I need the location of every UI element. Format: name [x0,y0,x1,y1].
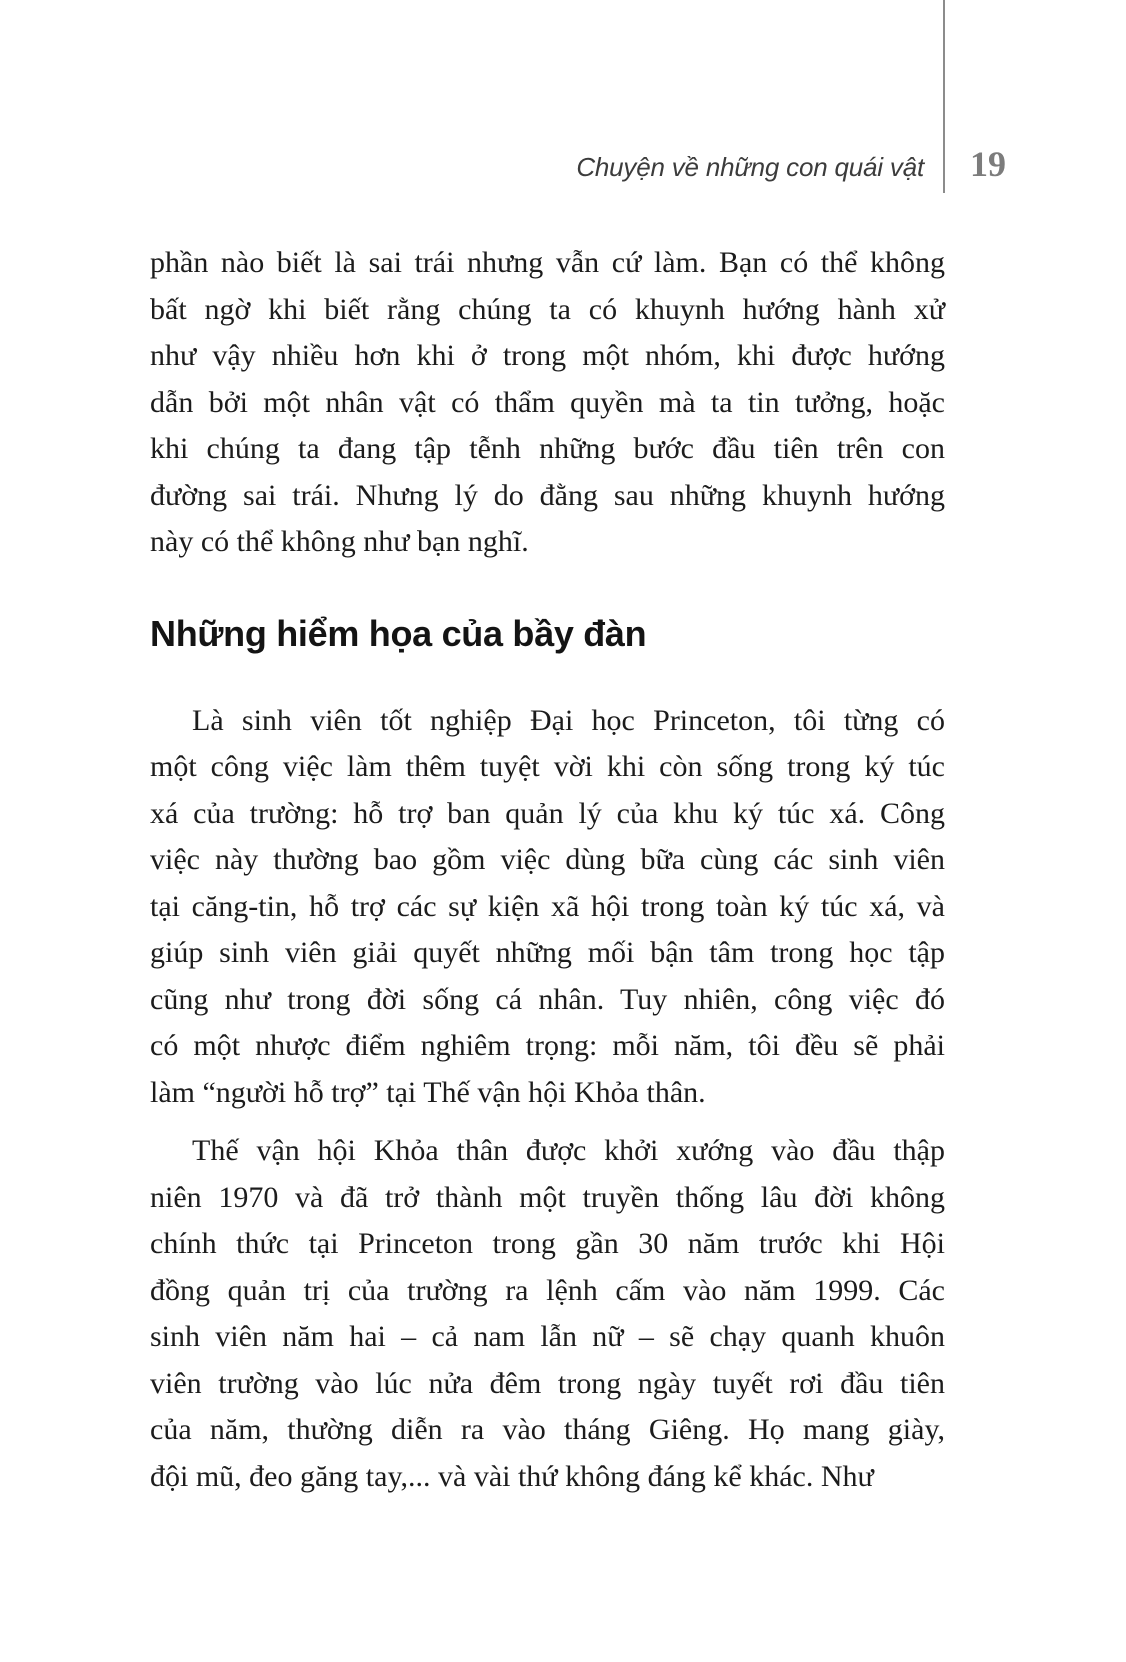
body-text-line: như vậy nhiều hơn khi ở trong một nhóm, khi được hướng [150,339,945,372]
body-text-line: có một nhược điểm nghiêm trọng: mỗi năm, tôi đều sẽ phải [150,1029,945,1062]
body-text-line: một công việc làm thêm tuyệt vời khi còn sống trong ký túc [150,750,945,783]
paragraph-continuation [150,240,945,566]
body-text-line: chính thức tại Princeton trong gần 30 năm trước khi Hội [150,1227,945,1260]
body-text-line: dẫn bởi một nhân vật có thẩm quyền mà ta tin tưởng, hoặc [150,385,945,419]
body-text-line: cũng như trong đời sống cá nhân. Tuy nhiên, công việc đó [150,982,945,1016]
body-text-line: niên 1970 và đã trở thành một truyền thống lâu đời không [150,1180,945,1214]
paragraph [150,698,945,1117]
paragraph [150,1128,945,1500]
body-text-line: tại căng-tin, hỗ trợ các sự kiện xã hội trong toàn ký túc xá, và [150,889,945,923]
body-text-line: xá của trường: hỗ trợ ban quản lý của khu ký túc xá. Công [150,796,945,830]
body-text-line: Thế vận hội Khỏa thân được khởi xướng vào đầu thập [192,1134,945,1167]
running-header-title: Chuyện về những con quái vật [576,152,924,182]
body-text-line: bất ngờ khi biết rằng chúng ta có khuynh hướng hành xử [150,292,945,326]
body-text-line: làm “người hỗ trợ” tại Thế vận hội Khỏa thân. [150,1075,706,1109]
body-text-line: đồng quản trị của trường ra lệnh cấm vào năm 1999. Các [150,1273,945,1307]
body-text-block [150,240,945,1500]
body-text-line: Là sinh viên tốt nghiệp Đại học Princeton, tôi từng có [192,703,945,737]
page-number: 19 [970,144,1006,184]
body-text-line: khi chúng ta đang tập tễnh những bước đầu tiên trên con [150,432,945,465]
body-text-line: viên trường vào lúc nửa đêm trong ngày tuyết rơi đầu tiên [150,1366,945,1400]
body-text-line: phần nào biết là sai trái nhưng vẫn cứ làm. Bạn có thể không [150,246,945,279]
body-text-line: của năm, thường diễn ra vào tháng Giêng. Họ mang giày, [150,1413,945,1446]
body-text-line: đường sai trái. Nhưng lý do đằng sau những khuynh hướng [150,478,945,512]
header-divider-rule [943,0,945,193]
body-text-line: sinh viên năm hai – cả nam lẫn nữ – sẽ chạy quanh khuôn [150,1320,945,1353]
body-text-line: giúp sinh viên giải quyết những mối bận tâm trong học tập [150,936,945,969]
body-text-line: đội mũ, đeo găng tay,... và vài thứ không đáng kể khác. Như [150,1459,874,1493]
body-text-line: này có thể không như bạn nghĩ. [150,525,529,558]
body-text-line: việc này thường bao gồm việc dùng bữa cùng các sinh viên [150,843,945,876]
section-heading: Những hiểm họa của bầy đàn [150,612,647,654]
